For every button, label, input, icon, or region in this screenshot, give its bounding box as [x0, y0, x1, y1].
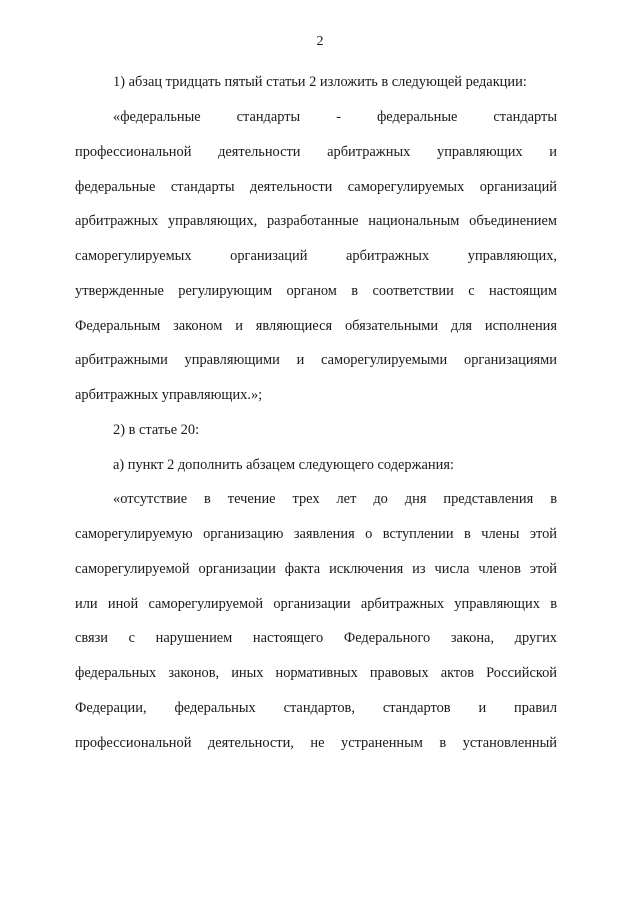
text-line: Федеральным законом и являющиеся обязательными для исполнения: [75, 318, 557, 334]
text-line: саморегулируемую организацию заявления о вступлении в члены этой: [75, 526, 557, 542]
text-line: «отсутствие в течение трех лет до дня представления в: [113, 491, 557, 507]
text-line: утвержденные регулирующим органом в соответствии с настоящим: [75, 283, 557, 299]
text-line: или иной саморегулируемой организации арбитражных управляющих в: [75, 596, 557, 612]
text-line: федеральные стандарты деятельности саморегулируемых организаций: [75, 179, 557, 195]
text-line: связи с нарушением настоящего Федерального закона, других: [75, 630, 557, 646]
page-number: 2: [316, 34, 324, 49]
text-line: саморегулируемой организации факта исключения из числа членов этой: [75, 561, 557, 577]
text-line: профессиональной деятельности арбитражных управляющих и: [75, 144, 557, 160]
text-line: 2) в статье 20:: [113, 422, 200, 438]
text-line: 1) абзац тридцать пятый статьи 2 изложить в следующей редакции:: [113, 74, 527, 90]
text-line: арбитражных управляющих.»;: [75, 387, 263, 403]
text-line: профессиональной деятельности, не устраненным в установленный: [75, 735, 557, 751]
text-line: арбитражных управляющих, разработанные национальным объединением: [75, 213, 557, 229]
text-line: «федеральные стандарты - федеральные стандарты: [113, 109, 557, 125]
text-line: федеральных законов, иных нормативных правовых актов Российской: [75, 665, 557, 681]
text-line: Федерации, федеральных стандартов, стандартов и правил: [75, 700, 557, 716]
text-line: а) пункт 2 дополнить абзацем следующего содержания:: [113, 457, 454, 473]
text-line: арбитражными управляющими и саморегулируемыми организациями: [75, 352, 557, 368]
text-line: саморегулируемых организаций арбитражных управляющих,: [75, 248, 557, 264]
